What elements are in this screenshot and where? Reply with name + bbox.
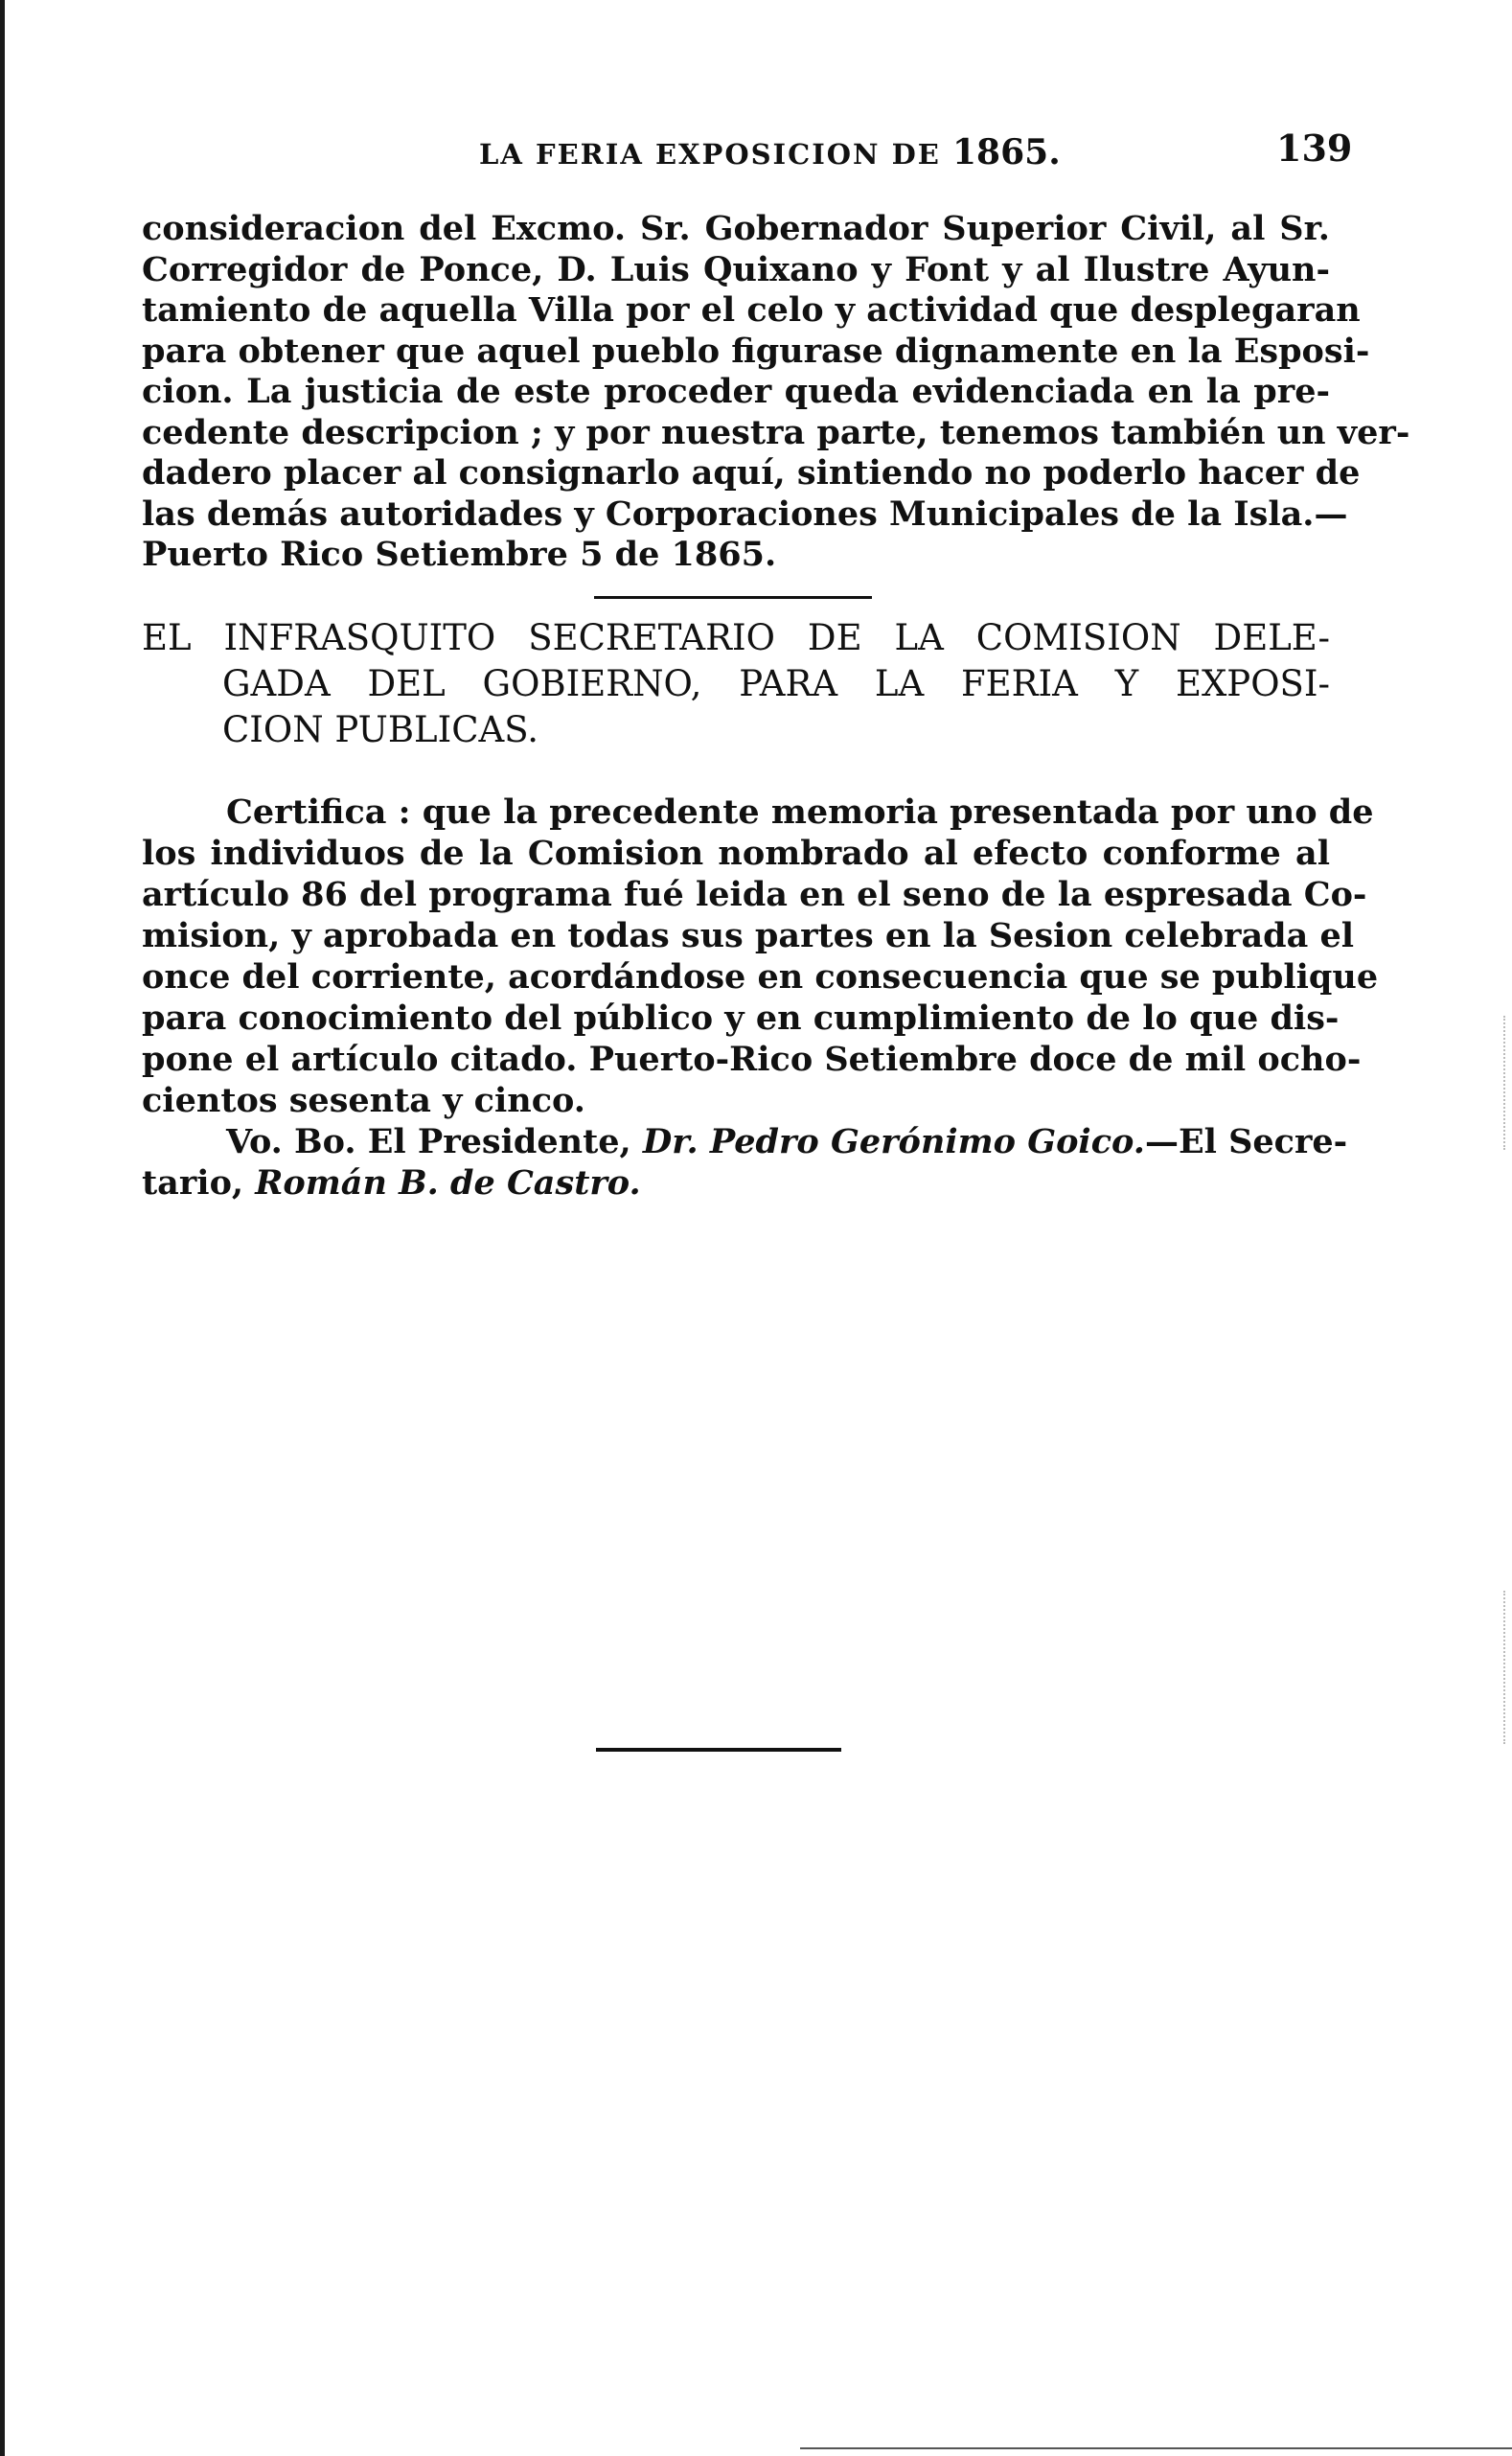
text-line: cedente descripcion ; y por nuestra parte, tenemos también un ver-: [142, 412, 1410, 452]
certificate-heading: [142, 615, 1330, 753]
signature-suffix: —El Secre-: [1144, 1122, 1348, 1161]
text-line: once del corriente, acordándose en consecuencia que se publique: [142, 957, 1379, 997]
running-head: [479, 132, 1061, 174]
secretary-name: Román B. de Castro.: [255, 1163, 641, 1203]
text-line: consideracion del Excmo. Sr. Gobernador Superior Civil, al Sr.: [142, 209, 1330, 248]
text-line: las demás autoridades y Corporaciones Municipales de la Isla.—: [142, 493, 1348, 534]
running-head-year: 1865.: [952, 132, 1061, 172]
heading-line: CION PUBLICAS.: [222, 709, 539, 750]
text-line: artículo 86 del programa fué leida en el seno de la espresada Co-: [142, 875, 1367, 914]
scan-margin-marks-lower: [1503, 1591, 1507, 1744]
text-line: tamiento de aquella Villa por el celo y actividad que desplegaran: [142, 290, 1361, 330]
text-line: Corregidor de Ponce, D. Luis Quixano y Font y al Ilustre Ayun-: [142, 249, 1330, 289]
text-line: pone el artículo citado. Puerto-Rico Setiembre doce de mil ocho-: [142, 1040, 1362, 1079]
heading-line: EL INFRASQUITO SECRETARIO DE LA COMISION DELE-: [142, 617, 1330, 658]
president-name: Dr. Pedro Gerónimo Goico.: [642, 1122, 1145, 1161]
signature-prefix: tario,: [142, 1163, 256, 1203]
heading-line: GADA DEL GOBIERNO, PARA LA FERIA Y EXPOSI-: [222, 663, 1330, 704]
paragraph-report-conclusion: [142, 209, 1410, 576]
text-line: Certifica : que la precedente memoria presentada por uno de: [226, 792, 1374, 832]
text-line: cientos sesenta y cinco.: [142, 1081, 585, 1120]
signature-line-secretary: [142, 1162, 1330, 1204]
page-bottom-edge: [800, 2447, 1512, 2449]
paragraph-certification: [142, 792, 1379, 1204]
page-left-edge: [0, 0, 5, 2456]
text-line: los individuos de la Comision nombrado al efecto conforme al: [142, 834, 1330, 873]
section-divider: [594, 596, 872, 599]
text-line: mision, y aprobada en todas sus partes en la Sesion celebrada el: [142, 916, 1355, 955]
scan-margin-marks: [1503, 1016, 1507, 1150]
text-line: dadero placer al consignarlo aquí, sintiendo no poderlo hacer de: [142, 453, 1361, 493]
signature-line-president: [142, 1121, 1348, 1162]
end-rule: [596, 1748, 841, 1752]
text-line: cion. La justicia de este proceder queda evidenciada en la pre-: [142, 372, 1330, 411]
text-line: Puerto Rico Setiembre 5 de 1865.: [142, 535, 777, 574]
text-line: para obtener que aquel pueblo figurase dignamente en la Esposi-: [142, 331, 1370, 371]
text-line: para conocimiento del público y en cumplimiento de lo que dis-: [142, 998, 1340, 1038]
running-head-title: LA FERIA EXPOSICION DE: [479, 138, 941, 171]
signature-prefix: Vo. Bo. El Presidente,: [226, 1122, 643, 1161]
page-number: 139: [1276, 126, 1353, 170]
